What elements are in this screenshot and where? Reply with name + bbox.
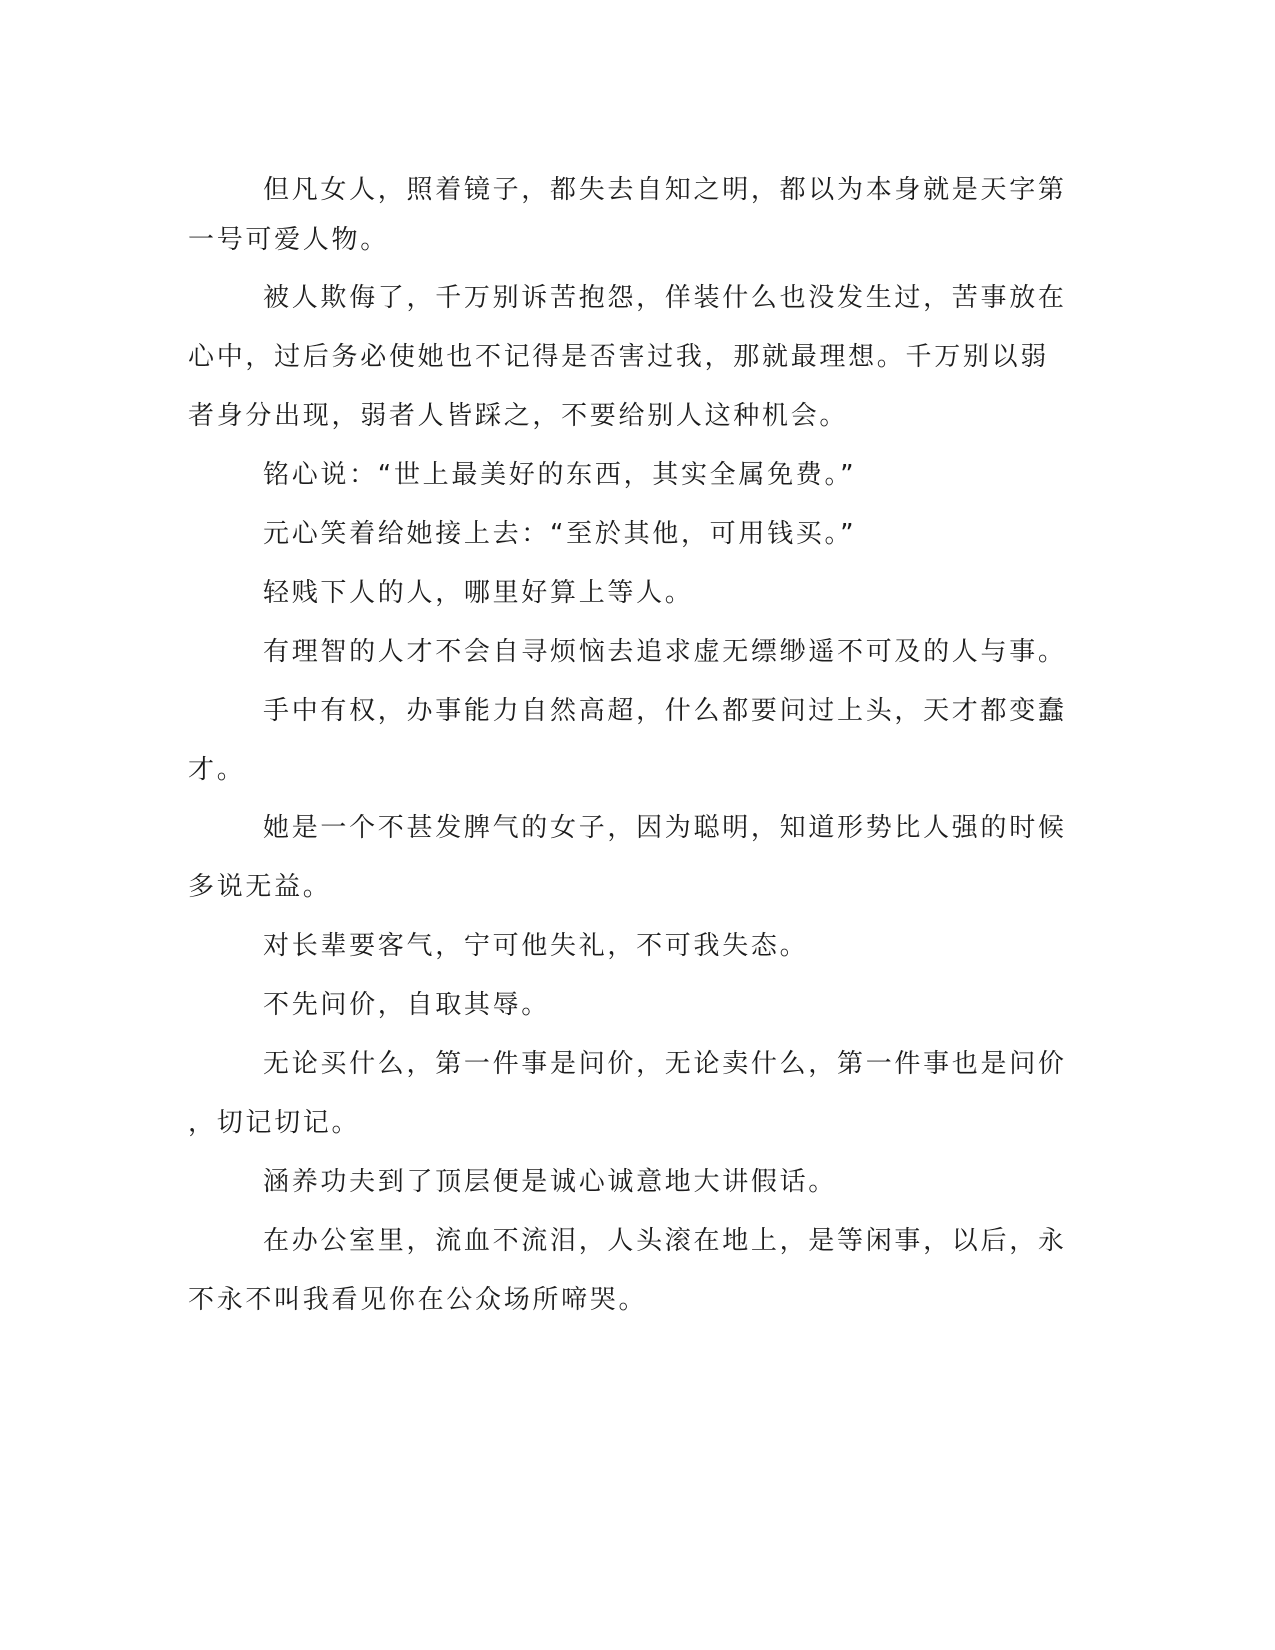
paragraph-line: 轻贱下人的人，哪里好算上等人。 — [263, 578, 694, 608]
paragraph-line: 手中有权，办事能力自然高超，什么都要问过上头，天才都变蠢 — [263, 696, 1067, 726]
paragraph-line: 有理智的人才不会自寻烦恼去追求虚无缥缈遥不可及的人与事。 — [263, 637, 1067, 667]
paragraph-line: 涵养功夫到了顶层便是诚心诚意地大讲假话。 — [263, 1167, 838, 1197]
paragraph-line: 无论买什么，第一件事是问价，无论卖什么，第一件事也是问价 — [263, 1049, 1067, 1079]
paragraph-line: 多说无益。 — [188, 872, 332, 902]
paragraph-line: 心中，过后务必使她也不记得是否害过我，那就最理想。千万别以弱 — [188, 342, 1050, 372]
paragraph-line: 一号可爱人物。 — [188, 225, 389, 255]
paragraph-line: 者身分出现，弱者人皆踩之，不要给别人这种机会。 — [188, 401, 849, 431]
paragraph-line: 在办公室里，流血不流泪，人头滚在地上，是等闲事，以后，永 — [263, 1226, 1067, 1256]
paragraph-line: 铭心说：“世上最美好的东西，其实全属免费。” — [263, 460, 857, 490]
paragraph-line: 才。 — [188, 755, 246, 785]
paragraph-line: 不永不叫我看见你在公众场所啼哭。 — [188, 1285, 648, 1315]
paragraph-line: 被人欺侮了，千万别诉苦抱怨，佯装什么也没发生过，苦事放在 — [263, 283, 1067, 313]
paragraph-line: 她是一个不甚发脾气的女子，因为聪明，知道形势比人强的时候 — [263, 813, 1067, 843]
paragraph-line: ，切记切记。 — [188, 1108, 361, 1138]
paragraph-line: 对长辈要客气，宁可他失礼，不可我失态。 — [263, 931, 809, 961]
paragraph-line: 元心笑着给她接上去：“至於其他，可用钱买。” — [263, 519, 857, 549]
paragraph-line: 但凡女人，照着镜子，都失去自知之明，都以为本身就是天字第 — [263, 175, 1067, 205]
paragraph-line: 不先问价，自取其辱。 — [263, 990, 551, 1020]
